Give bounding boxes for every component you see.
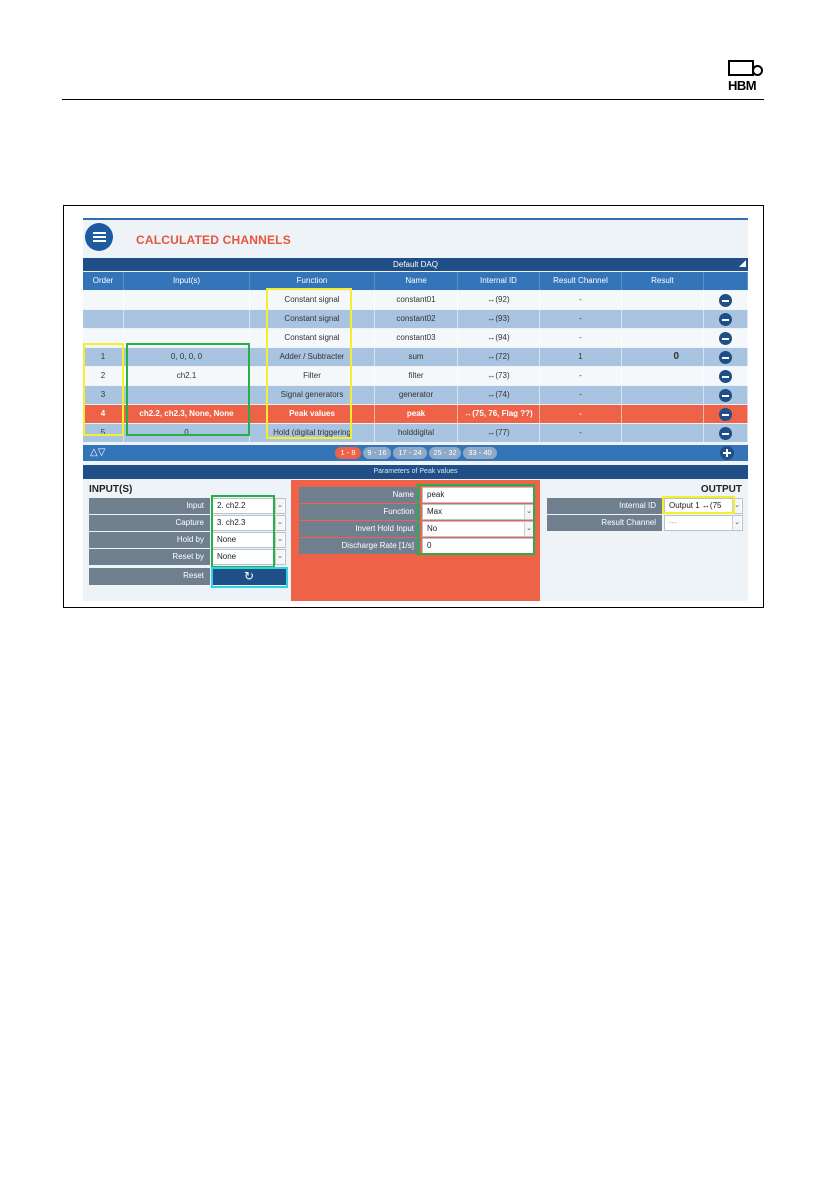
cell-result-channel: - [540, 386, 622, 404]
chevron-down-icon: ⌄ [524, 505, 533, 519]
page-button-25-32[interactable]: 25 - 32 [429, 447, 461, 459]
invert-hold-input-value: No [427, 524, 438, 533]
menu-list-icon[interactable] [85, 223, 113, 251]
internal-id-label: Internal ID [547, 498, 662, 514]
cell-inputs: ch2.2, ch2.3, None, None [124, 405, 250, 423]
cell-result [622, 424, 704, 442]
cell-internal-id: ↔(94) [458, 329, 540, 347]
cell-order [83, 291, 124, 309]
name-label: Name [299, 487, 420, 503]
parameters-title: Parameters of Peak values [83, 465, 748, 479]
cell-internal-id: ↔(72) [458, 348, 540, 366]
col-header-order: Order [83, 272, 124, 290]
table-row[interactable] [83, 348, 748, 366]
cell-order [83, 310, 124, 328]
cell-internal-id: ↔(93) [458, 310, 540, 328]
cell-function: Hold (digital triggering [250, 424, 375, 442]
internal-id-select[interactable] [664, 498, 743, 514]
capture-label: Capture [89, 515, 210, 531]
page-button-33-40[interactable]: 33 - 40 [463, 447, 497, 459]
inputs-pane-title: INPUT(S) [89, 484, 133, 495]
remove-row-icon[interactable] [719, 351, 732, 364]
cell-result-channel: - [540, 291, 622, 309]
function-label: Function [299, 504, 420, 520]
reset-label: Reset [89, 568, 210, 585]
capture-select-value: 3. ch2.3 [217, 518, 246, 527]
calculated-channels-app [83, 218, 748, 601]
output-pane-title: OUTPUT [700, 484, 742, 495]
cell-result [622, 367, 704, 385]
table-row[interactable] [83, 310, 748, 328]
table-row[interactable] [83, 424, 748, 442]
discharge-rate-input[interactable] [422, 538, 535, 554]
remove-row-icon[interactable] [719, 370, 732, 383]
cell-result-channel: - [540, 405, 622, 423]
remove-row-icon[interactable] [719, 313, 732, 326]
chevron-down-icon: ⌄ [732, 499, 741, 513]
cell-internal-id: ↔(77) [458, 424, 540, 442]
discharge-rate-label: Discharge Rate [1/s] [299, 538, 420, 554]
chevron-down-icon: ⌄ [732, 516, 741, 530]
cell-name: peak [375, 405, 458, 423]
daq-bar[interactable]: Default DAQ [83, 258, 748, 271]
hold-by-select[interactable] [212, 532, 286, 548]
chevron-down-icon: ⌄ [524, 522, 533, 536]
input-label: Input [89, 498, 210, 514]
pager-bar [83, 445, 748, 461]
cell-result-channel: - [540, 310, 622, 328]
cell-inputs [124, 329, 250, 347]
cell-name: generator [375, 386, 458, 404]
cell-function: Constant signal [250, 291, 375, 309]
reset-by-select-value: None [217, 552, 237, 561]
cell-function: Adder / Subtracter [250, 348, 375, 366]
cell-order: 1 [83, 348, 124, 366]
cell-function: Filter [250, 367, 375, 385]
table-row[interactable] [83, 386, 748, 404]
invert-hold-input-select[interactable] [422, 521, 535, 537]
cell-name: sum [375, 348, 458, 366]
col-header-internal-id: Internal ID [458, 272, 540, 290]
result-channel-value: --- [669, 518, 677, 527]
cell-result [622, 310, 704, 328]
cell-result [622, 291, 704, 309]
cell-result [622, 405, 704, 423]
table-row[interactable] [83, 291, 748, 309]
cell-internal-id: ↔(74) [458, 386, 540, 404]
reset-by-label: Reset by [89, 549, 210, 565]
figure-frame [63, 205, 764, 608]
chevron-down-icon: ⌄ [275, 533, 284, 547]
cell-order: 5 [83, 424, 124, 442]
cell-result-channel: - [540, 329, 622, 347]
hold-by-select-value: None [217, 535, 237, 544]
cell-inputs: 0 [124, 424, 250, 442]
chevron-down-icon: ⌄ [275, 499, 284, 513]
cell-name: constant02 [375, 310, 458, 328]
chevron-down-icon: ⌄ [275, 516, 284, 530]
cell-internal-id: ↔(73) [458, 367, 540, 385]
reset-icon: ↻ [243, 569, 255, 583]
cell-function: Constant signal [250, 329, 375, 347]
logo-text: HBM [728, 78, 757, 93]
parameters-pane [291, 480, 540, 601]
cell-result [622, 329, 704, 347]
hbm-logo [728, 60, 764, 94]
cell-internal-id: ↔(92) [458, 291, 540, 309]
name-input[interactable] [422, 487, 535, 503]
reset-by-select[interactable] [212, 549, 286, 565]
function-select[interactable] [422, 504, 535, 520]
capture-select[interactable] [212, 515, 286, 531]
col-header-result-channel: Result Channel [540, 272, 622, 290]
output-pane [540, 480, 748, 601]
menu-lines-icon [93, 232, 106, 243]
table-header-row [83, 272, 748, 290]
table-row[interactable] [83, 367, 748, 385]
remove-row-icon[interactable] [719, 408, 732, 421]
cell-function: Peak values [250, 405, 375, 423]
cell-order [83, 329, 124, 347]
col-header-inputs: Input(s) [124, 272, 250, 290]
cell-name: constant03 [375, 329, 458, 347]
col-header-name: Name [375, 272, 458, 290]
function-select-value: Max [427, 507, 443, 516]
col-header-actions [704, 272, 748, 290]
logo-box-shape [728, 60, 754, 76]
remove-row-icon[interactable] [719, 332, 732, 345]
hold-by-label: Hold by [89, 532, 210, 548]
cell-inputs [124, 386, 250, 404]
inputs-pane [83, 480, 291, 601]
table-row-selected[interactable] [83, 405, 748, 423]
invert-hold-input-label: Invert Hold Input [299, 521, 420, 537]
cell-result: 0 [622, 348, 704, 366]
col-header-result: Result [622, 272, 704, 290]
cell-order: 2 [83, 367, 124, 385]
cell-name: filter [375, 367, 458, 385]
cell-order: 3 [83, 386, 124, 404]
result-channel-select[interactable] [664, 515, 743, 531]
app-top-line [83, 218, 748, 220]
page-title: CALCULATED CHANNELS [136, 233, 291, 247]
internal-id-value: Output 1 ↔(75 [669, 501, 722, 510]
remove-row-icon[interactable] [719, 294, 732, 307]
logo-circle-shape [752, 65, 763, 76]
name-input-value: peak [427, 490, 445, 499]
cell-name: constant01 [375, 291, 458, 309]
discharge-rate-value: 0 [427, 541, 432, 550]
input-select[interactable] [212, 498, 286, 514]
header-rule [62, 99, 764, 100]
cell-order: 4 [83, 405, 124, 423]
cell-inputs [124, 310, 250, 328]
cell-result-channel: 1 [540, 348, 622, 366]
col-header-function: Function [250, 272, 375, 290]
cell-inputs: 0, 0, 0, 0 [124, 348, 250, 366]
page-button-1-8[interactable]: 1 - 8 [335, 447, 361, 459]
cell-function: Signal generators [250, 386, 375, 404]
reset-button[interactable] [212, 568, 286, 585]
cell-name: holddigital [375, 424, 458, 442]
daq-collapse-icon[interactable] [739, 260, 746, 267]
cell-inputs: ch2.1 [124, 367, 250, 385]
page-button-9-16[interactable]: 9 - 16 [363, 447, 391, 459]
cell-result-channel: - [540, 367, 622, 385]
remove-row-icon[interactable] [719, 427, 732, 440]
cell-internal-id: ↔(75, 76, Flag ??) [458, 405, 540, 423]
up-down-arrows-icon[interactable]: △▽ [90, 447, 106, 458]
table-row[interactable] [83, 329, 748, 347]
cell-result [622, 386, 704, 404]
cell-result-channel: - [540, 424, 622, 442]
page-button-17-24[interactable]: 17 - 24 [393, 447, 427, 459]
add-channel-icon[interactable] [720, 446, 734, 460]
chevron-down-icon: ⌄ [275, 550, 284, 564]
remove-row-icon[interactable] [719, 389, 732, 402]
input-select-value: 2. ch2.2 [217, 501, 246, 510]
result-channel-label: Result Channel [547, 515, 662, 531]
cell-inputs [124, 291, 250, 309]
cell-function: Constant signal [250, 310, 375, 328]
